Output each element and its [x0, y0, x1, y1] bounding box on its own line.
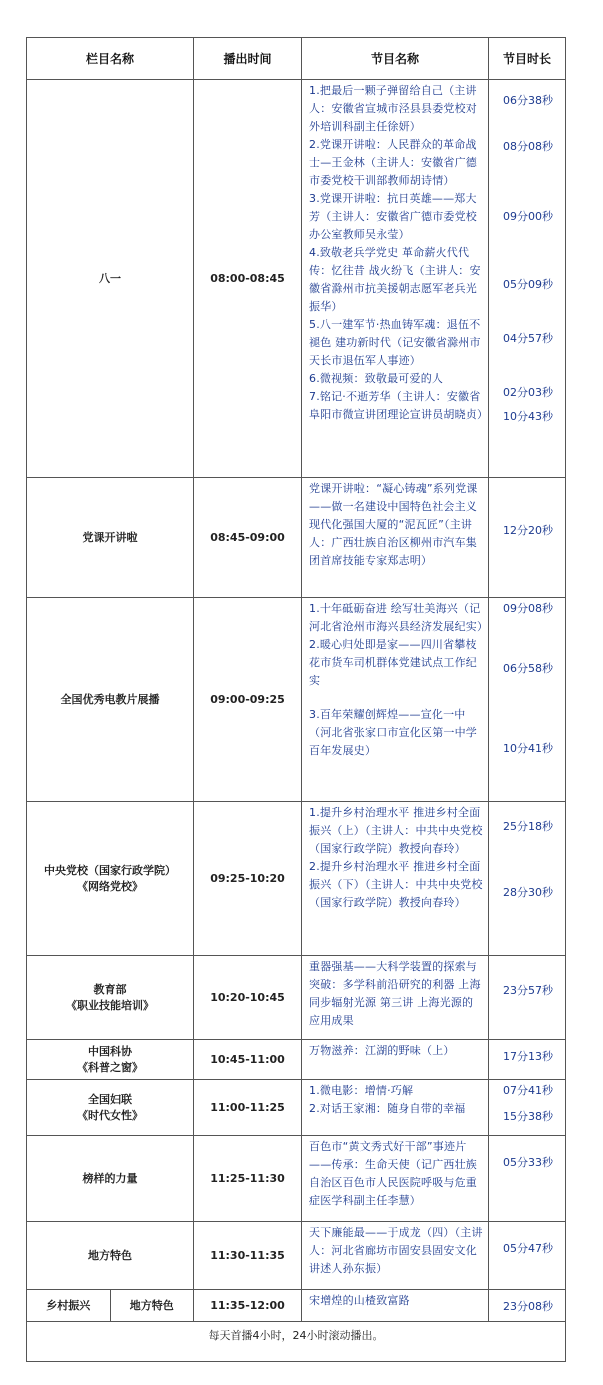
- column-name-cell: [27, 478, 194, 598]
- schedule-table: [26, 37, 566, 1362]
- column-name-cell: [27, 1136, 194, 1222]
- column-name-line: 榜样的力量: [82, 1171, 138, 1185]
- air-time-cell: 10:20-10:45: [194, 956, 302, 1040]
- program-cell: [302, 802, 489, 956]
- program-item: 7.铭记·不逝芳华（主讲人：安徽省阜阳市微宣讲团理论宣讲员胡晓贞）: [309, 390, 489, 421]
- program-item: 党课开讲啦：“凝心铸魂”系列党课——做一名建设中国特色社会主义现代化强国大厦的“泥瓦匠”（主讲人：广西壮族自治区柳州市汽车集团首席技能专家郑志明）: [309, 482, 478, 567]
- duration-cell: [489, 1080, 566, 1136]
- program-cell: [302, 1136, 489, 1222]
- column-name-cell: [27, 598, 194, 802]
- duration-cell: [489, 1136, 566, 1222]
- program-item: 万物滋养：江湖的野味（上）: [309, 1044, 455, 1057]
- table-row: [27, 956, 566, 1040]
- duration-value: 07分41秒: [503, 1084, 553, 1097]
- column-name-line: 乡村振兴: [27, 1290, 111, 1321]
- column-name-cell: [27, 1290, 194, 1322]
- duration-cell: [489, 802, 566, 956]
- duration-value: 04分57秒: [503, 332, 553, 345]
- duration-value: 09分00秒: [503, 210, 553, 223]
- program-item: 1.微电影：增情·巧解: [309, 1084, 414, 1097]
- column-name-line: 中央党校（国家行政学院）: [44, 863, 176, 877]
- header-air-time: 播出时间: [194, 38, 302, 80]
- program-item: 百色市“黄文秀式好干部”事迹片——传承：生命天使（记广西壮族自治区百色市人民医院呼吸与危重症医学科副主任李慧）: [309, 1140, 477, 1207]
- program-cell: [302, 1222, 489, 1290]
- duration-value: 23分08秒: [503, 1300, 553, 1313]
- column-name-line: 地方特色: [88, 1248, 132, 1262]
- duration-value: 05分47秒: [503, 1242, 553, 1255]
- duration-value: 15分38秒: [503, 1110, 553, 1123]
- duration-value: 06分58秒: [503, 662, 553, 675]
- program-item: 2.暖心归处即是家——四川省攀枝花市货车司机群体党建试点工作纪实: [309, 638, 477, 687]
- duration-cell: [489, 598, 566, 802]
- program-cell: [302, 478, 489, 598]
- program-item: 1.把最后一颗子弹留给自己（主讲人：安徽省宣城市泾县县委党校对外培训科副主任徐妍）: [309, 84, 477, 133]
- duration-value: 10分43秒: [503, 410, 553, 423]
- broadcast-note: 每天首播4小时，24小时滚动播出。: [27, 1322, 566, 1362]
- table-row: [27, 80, 566, 478]
- air-time-cell: 10:45-11:00: [194, 1040, 302, 1080]
- duration-value: 06分38秒: [503, 94, 553, 107]
- schedule-body: [27, 80, 566, 1322]
- duration-value: 10分41秒: [503, 742, 553, 755]
- table-row: [27, 1222, 566, 1290]
- column-name-line: 地方特色: [129, 1298, 174, 1312]
- table-row: [27, 1080, 566, 1136]
- footer-row: [27, 1322, 566, 1362]
- air-time-cell: 08:45-09:00: [194, 478, 302, 598]
- air-time-cell: 09:25-10:20: [194, 802, 302, 956]
- air-time-cell: 11:30-11:35: [194, 1222, 302, 1290]
- header-program-name: 节目名称: [302, 38, 489, 80]
- column-name-cell: [27, 1222, 194, 1290]
- air-time-cell: 09:00-09:25: [194, 598, 302, 802]
- header-row: [27, 38, 566, 80]
- program-item: 天下廉能最——于成龙（四）（主讲人：河北省廊坊市固安县固安文化讲述人孙东振）: [309, 1226, 483, 1275]
- duration-value: 02分03秒: [503, 386, 553, 399]
- column-name-line: 《职业技能培训》: [66, 998, 154, 1012]
- air-time-cell: 08:00-08:45: [194, 80, 302, 478]
- program-item: 宋增煌的山楂致富路: [309, 1294, 410, 1307]
- program-cell: [302, 1080, 489, 1136]
- program-cell: [302, 1040, 489, 1080]
- program-item: 1.十年砥砺奋进 绘写壮美海兴（记河北省沧州市海兴县经济发展纪实）: [309, 602, 489, 633]
- duration-value: 17分13秒: [503, 1050, 553, 1063]
- table-row: [27, 1136, 566, 1222]
- program-item: 4.致敬老兵学党史 革命薪火代代传：忆往昔 战火纷飞（主讲人：安徽省滁州市抗美援朝志愿军老兵光振华）: [309, 246, 481, 313]
- program-item: 2.党课开讲啦：人民群众的革命战士—王金林（主讲人：安徽省广德市委党校干训部教师胡诗情）: [309, 138, 477, 187]
- duration-cell: [489, 1222, 566, 1290]
- program-item: 1.提升乡村治理水平 推进乡村全面振兴（上）（主讲人：中共中央党校（国家行政学院）教授向春玲）: [309, 806, 483, 855]
- duration-value: 12分20秒: [503, 524, 553, 537]
- column-name-line: 中国科协: [88, 1044, 132, 1058]
- table-row: [27, 478, 566, 598]
- program-item: 重器强基——大科学装置的探索与突破：多学科前沿研究的利器 上海同步辐射光源 第三讲 上海光源的应用成果: [309, 960, 481, 1027]
- column-name-line: 教育部: [93, 982, 127, 996]
- column-name-line: 全国妇联: [88, 1092, 132, 1106]
- duration-value: 05分09秒: [503, 278, 553, 291]
- column-name-line: 《网络党校》: [77, 879, 143, 893]
- column-name-cell: [27, 802, 194, 956]
- column-name-cell: [27, 80, 194, 478]
- program-item: 2.对话王家湘：随身自带的幸福: [309, 1102, 466, 1115]
- duration-cell: [489, 478, 566, 598]
- table-row: [27, 802, 566, 956]
- duration-cell: [489, 1040, 566, 1080]
- header-column-name: 栏目名称: [27, 38, 194, 80]
- program-item: 6.微视频：致敬最可爱的人: [309, 372, 444, 385]
- column-name-line: 党课开讲啦: [82, 530, 138, 544]
- column-name-line: 八一: [99, 271, 121, 285]
- program-item: 3.百年荣耀创辉煌——宣化一中（河北省张家口市宣化区第一中学百年发展史）: [309, 708, 477, 757]
- duration-value: 09分08秒: [503, 602, 553, 615]
- column-name-cell: [27, 956, 194, 1040]
- air-time-cell: 11:25-11:30: [194, 1136, 302, 1222]
- table-row: [27, 1040, 566, 1080]
- program-cell: [302, 598, 489, 802]
- column-name-line: 《科普之窗》: [77, 1060, 143, 1074]
- column-name-line: 全国优秀电教片展播: [60, 692, 160, 706]
- program-item: 2.提升乡村治理水平 推进乡村全面振兴（下）（主讲人：中共中央党校（国家行政学院）教授向春玲）: [309, 860, 483, 909]
- program-item: 3.党课开讲啦：抗日英雄——郑大芳（主讲人：安徽省广德市委党校办公室教师吴永莹）: [309, 192, 477, 241]
- column-name-line: 《时代女性》: [77, 1108, 143, 1122]
- duration-cell: [489, 80, 566, 478]
- program-cell: [302, 1290, 489, 1322]
- column-name-cell: [27, 1040, 194, 1080]
- program-cell: [302, 956, 489, 1040]
- program-item: 5.八一建军节·热血铸军魂：退伍不褪色 建功新时代（记安徽省滁州市天长市退伍军人事迹）: [309, 318, 481, 367]
- duration-value: 05分33秒: [503, 1156, 553, 1169]
- duration-value: 23分57秒: [503, 984, 553, 997]
- table-row: [27, 1290, 566, 1322]
- program-cell: [302, 80, 489, 478]
- air-time-cell: 11:00-11:25: [194, 1080, 302, 1136]
- duration-cell: [489, 956, 566, 1040]
- column-name-cell: [27, 1080, 194, 1136]
- air-time-cell: 11:35-12:00: [194, 1290, 302, 1322]
- table-row: [27, 598, 566, 802]
- header-duration: 节目时长: [489, 38, 566, 80]
- duration-cell: [489, 1290, 566, 1322]
- duration-value: 28分30秒: [503, 886, 553, 899]
- duration-value: 25分18秒: [503, 820, 553, 833]
- duration-value: 08分08秒: [503, 140, 553, 153]
